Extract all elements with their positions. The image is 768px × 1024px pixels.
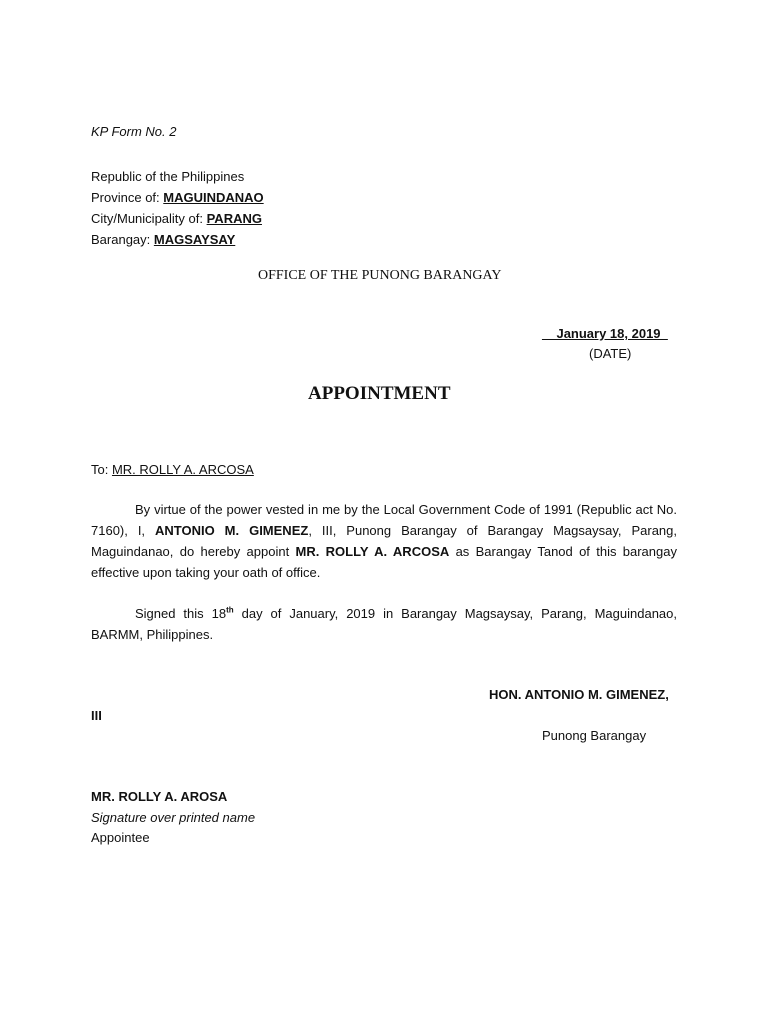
republic-line: Republic of the Philippines: [91, 169, 245, 184]
form-number: KP Form No. 2: [91, 124, 177, 139]
body-text: as Barangay Tanod of this barangay effective upon taking your oath of office.: [91, 544, 677, 580]
appointee-name: MR. ROLLY A. AROSA: [91, 789, 228, 804]
body-paragraph-1: [91, 499, 677, 583]
city-label: City/Municipality of:: [91, 211, 207, 226]
appointee-role: Appointee: [91, 830, 150, 845]
barangay-line: [91, 231, 235, 248]
date-caption: (DATE): [589, 346, 632, 361]
province-value: MAGUINDANAO: [163, 190, 264, 205]
addressee-label: To:: [91, 462, 112, 477]
province-label: Province of:: [91, 190, 164, 205]
body-paragraph-2: [91, 603, 677, 645]
body-text: , III, Punong Barangay of Barangay Magsaysay, Parang, Maguindanao, do hereby appoint: [91, 523, 677, 559]
signatory-name-suffix: III: [91, 708, 102, 723]
date-value: __January 18, 2019_: [542, 326, 668, 341]
barangay-label: Barangay:: [91, 232, 154, 247]
office-heading: OFFICE OF THE PUNONG BARANGAY: [258, 268, 502, 283]
appointer-name: ANTONIO M. GIMENEZ: [155, 523, 309, 538]
city-line: [91, 210, 262, 227]
ordinal-suffix: th: [226, 605, 234, 615]
body-text: day of January, 2019 in Barangay Magsaysay, Parang, Maguindanao, BARMM, Philippines.: [91, 606, 677, 642]
city-value: PARANG: [206, 211, 262, 226]
province-line: [91, 189, 264, 206]
signatory-name: HON. ANTONIO M. GIMENEZ,: [489, 687, 669, 702]
barangay-value: MAGSAYSAY: [153, 232, 236, 247]
addressee-line: [91, 461, 254, 478]
appointee-name-inline: MR. ROLLY A. ARCOSA: [295, 544, 450, 559]
addressee-name: MR. ROLLY A. ARCOSA: [111, 462, 254, 477]
body-text: Signed this 18: [135, 606, 227, 621]
signatory-position: Punong Barangay: [542, 728, 647, 743]
document-title: APPOINTMENT: [308, 383, 451, 404]
signature-caption: Signature over printed name: [91, 810, 256, 825]
body-text: By virtue of the power vested in me by the Local Government Code of 1991 (Republic act No. 7160), I,: [91, 502, 677, 538]
